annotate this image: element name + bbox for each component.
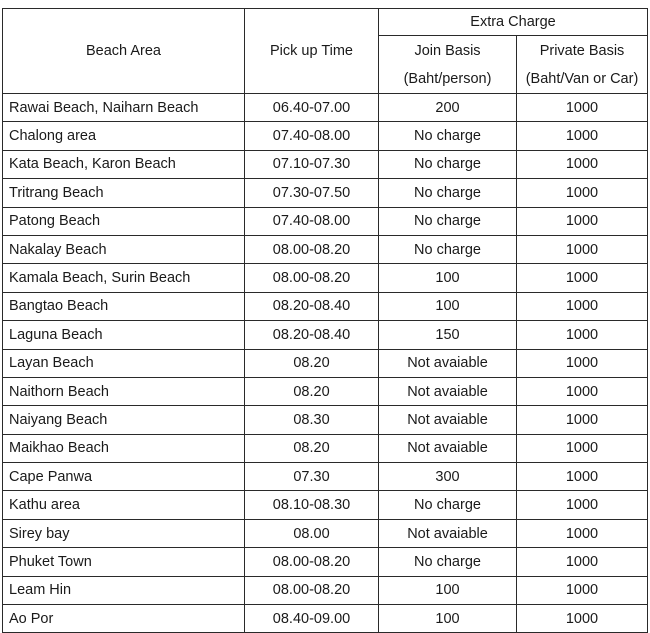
private-charge-cell: 1000 <box>517 264 648 292</box>
table-row <box>3 292 648 320</box>
table-row <box>3 377 648 405</box>
join-charge-cell: 100 <box>379 605 517 633</box>
private-charge-cell: 1000 <box>517 207 648 235</box>
private-charge-cell: 1000 <box>517 321 648 349</box>
beach-area-cell: Naithorn Beach <box>3 377 245 405</box>
table-row <box>3 264 648 292</box>
private-basis-unit: (Baht/Van or Car) <box>525 70 639 87</box>
private-charge-cell: 1000 <box>517 576 648 604</box>
pickup-time-cell: 06.40-07.00 <box>245 94 379 122</box>
private-charge-cell: 1000 <box>517 605 648 633</box>
pickup-time-cell: 07.30 <box>245 463 379 491</box>
join-charge-cell: 100 <box>379 264 517 292</box>
private-charge-cell: 1000 <box>517 491 648 519</box>
private-charge-cell: 1000 <box>517 463 648 491</box>
table-row <box>3 94 648 122</box>
join-charge-cell: Not avaiable <box>379 406 517 434</box>
beach-area-cell: Kathu area <box>3 491 245 519</box>
table-row <box>3 434 648 462</box>
pickup-time-cell: 08.40-09.00 <box>245 605 379 633</box>
pickup-time-cell: 08.00 <box>245 519 379 547</box>
pickup-time-cell: 08.20 <box>245 434 379 462</box>
beach-area-cell: Patong Beach <box>3 207 245 235</box>
pickup-time-cell: 08.00-08.20 <box>245 576 379 604</box>
join-charge-cell: No charge <box>379 491 517 519</box>
table-row <box>3 576 648 604</box>
pickup-time-cell: 08.30 <box>245 406 379 434</box>
beach-area-cell: Chalong area <box>3 122 245 150</box>
table-row <box>3 207 648 235</box>
beach-area-cell: Phuket Town <box>3 548 245 576</box>
join-charge-cell: Not avaiable <box>379 377 517 405</box>
table-row <box>3 179 648 207</box>
private-charge-cell: 1000 <box>517 122 648 150</box>
private-charge-cell: 1000 <box>517 94 648 122</box>
private-charge-cell: 1000 <box>517 349 648 377</box>
join-charge-cell: No charge <box>379 235 517 263</box>
header-join-basis <box>379 36 517 94</box>
join-charge-cell: Not avaiable <box>379 519 517 547</box>
pickup-time-cell: 08.10-08.30 <box>245 491 379 519</box>
header-beach-area: Beach Area <box>3 9 245 94</box>
join-charge-cell: No charge <box>379 122 517 150</box>
pickup-time-cell: 08.00-08.20 <box>245 548 379 576</box>
beach-area-cell: Naiyang Beach <box>3 406 245 434</box>
beach-area-cell: Rawai Beach, Naiharn Beach <box>3 94 245 122</box>
pickup-time-cell: 07.30-07.50 <box>245 179 379 207</box>
join-charge-cell: No charge <box>379 150 517 178</box>
private-charge-cell: 1000 <box>517 292 648 320</box>
join-charge-cell: No charge <box>379 207 517 235</box>
table-row <box>3 463 648 491</box>
pickup-time-cell: 08.20-08.40 <box>245 292 379 320</box>
pickup-time-cell: 08.00-08.20 <box>245 264 379 292</box>
pickup-rate-table <box>2 8 648 633</box>
private-charge-cell: 1000 <box>517 179 648 207</box>
beach-area-cell: Tritrang Beach <box>3 179 245 207</box>
header-extra-charge: Extra Charge <box>379 9 648 36</box>
join-charge-cell: 200 <box>379 94 517 122</box>
table-row <box>3 122 648 150</box>
join-charge-cell: No charge <box>379 179 517 207</box>
table-row <box>3 321 648 349</box>
table-row <box>3 235 648 263</box>
beach-area-cell: Nakalay Beach <box>3 235 245 263</box>
table-row <box>3 548 648 576</box>
join-charge-cell: Not avaiable <box>379 349 517 377</box>
beach-area-cell: Laguna Beach <box>3 321 245 349</box>
private-charge-cell: 1000 <box>517 434 648 462</box>
beach-area-cell: Maikhao Beach <box>3 434 245 462</box>
private-charge-cell: 1000 <box>517 150 648 178</box>
join-charge-cell: 100 <box>379 576 517 604</box>
table-row <box>3 150 648 178</box>
private-charge-cell: 1000 <box>517 519 648 547</box>
beach-area-cell: Bangtao Beach <box>3 292 245 320</box>
table-row <box>3 406 648 434</box>
table-row <box>3 519 648 547</box>
table-row <box>3 349 648 377</box>
join-charge-cell: 300 <box>379 463 517 491</box>
join-charge-cell: 150 <box>379 321 517 349</box>
join-charge-cell: No charge <box>379 548 517 576</box>
pickup-time-cell: 07.40-08.00 <box>245 207 379 235</box>
pickup-time-cell: 07.40-08.00 <box>245 122 379 150</box>
beach-area-cell: Layan Beach <box>3 349 245 377</box>
join-basis-label: Join Basis <box>414 42 481 59</box>
header-pickup-time: Pick up Time <box>245 9 379 94</box>
beach-area-cell: Leam Hin <box>3 576 245 604</box>
beach-area-cell: Kamala Beach, Surin Beach <box>3 264 245 292</box>
pickup-time-cell: 08.20 <box>245 349 379 377</box>
join-basis-unit: (Baht/person) <box>403 70 492 87</box>
pickup-time-cell: 08.00-08.20 <box>245 235 379 263</box>
private-charge-cell: 1000 <box>517 406 648 434</box>
private-charge-cell: 1000 <box>517 377 648 405</box>
join-charge-cell: 100 <box>379 292 517 320</box>
beach-area-cell: Sirey bay <box>3 519 245 547</box>
pickup-time-cell: 07.10-07.30 <box>245 150 379 178</box>
join-charge-cell: Not avaiable <box>379 434 517 462</box>
private-charge-cell: 1000 <box>517 548 648 576</box>
private-basis-label: Private Basis <box>539 42 625 59</box>
header-private-basis <box>517 36 648 94</box>
beach-area-cell: Ao Por <box>3 605 245 633</box>
pickup-time-cell: 08.20-08.40 <box>245 321 379 349</box>
beach-area-cell: Kata Beach, Karon Beach <box>3 150 245 178</box>
table-row <box>3 491 648 519</box>
beach-area-cell: Cape Panwa <box>3 463 245 491</box>
pickup-time-cell: 08.20 <box>245 377 379 405</box>
private-charge-cell: 1000 <box>517 235 648 263</box>
table-row <box>3 605 648 633</box>
